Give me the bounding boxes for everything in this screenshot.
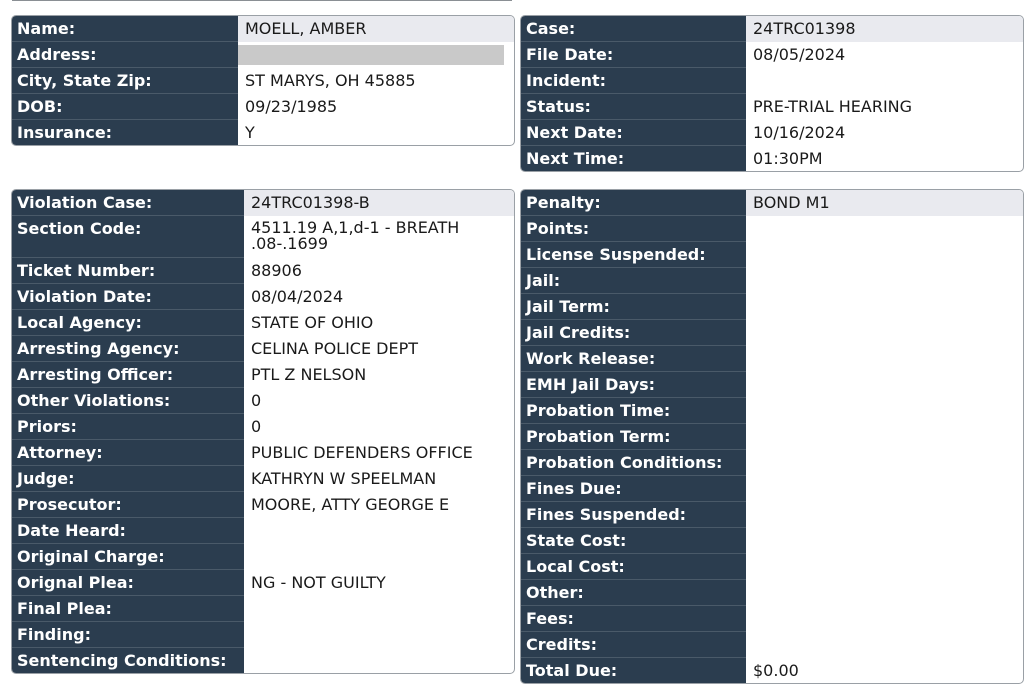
file-date-label: File Date: bbox=[521, 42, 746, 68]
other-violations-value: 0 bbox=[251, 391, 262, 410]
file-date-row bbox=[521, 42, 1023, 68]
next-time-label: Next Time: bbox=[521, 146, 746, 171]
section-code-value: 4511.19 A,1,d-1 - BREATH .08-.1699 bbox=[251, 218, 460, 253]
sentencing-conditions-label: Sentencing Conditions: bbox=[12, 648, 244, 673]
original-plea-row bbox=[12, 570, 514, 596]
probation-term-row bbox=[521, 424, 1023, 450]
penalty-panel bbox=[520, 189, 1024, 684]
city-state-zip-value: ST MARYS, OH 45885 bbox=[245, 71, 416, 90]
city-state-zip-row bbox=[12, 68, 514, 94]
local-cost-value bbox=[746, 554, 1023, 580]
violation-panel bbox=[11, 189, 515, 674]
penalty-value: BOND M1 bbox=[746, 190, 1023, 216]
address-row bbox=[12, 42, 514, 68]
jail-term-label: Jail Term: bbox=[521, 294, 746, 320]
work-release-label: Work Release: bbox=[521, 346, 746, 372]
case-info-panel bbox=[520, 15, 1024, 172]
priors-value: 0 bbox=[251, 417, 262, 436]
attorney-value: PUBLIC DEFENDERS OFFICE bbox=[251, 443, 473, 462]
jail-term-row bbox=[521, 294, 1023, 320]
violation-case-value: 24TRC01398-B bbox=[244, 190, 514, 216]
work-release-value bbox=[746, 346, 1023, 372]
points-value bbox=[746, 216, 1023, 242]
date-heard-label: Date Heard: bbox=[12, 518, 244, 544]
total-due-value: $0.00 bbox=[753, 661, 799, 680]
judge-row bbox=[12, 466, 514, 492]
jail-credits-row bbox=[521, 320, 1023, 346]
ticket-number-row bbox=[12, 258, 514, 284]
insurance-label: Insurance: bbox=[12, 120, 238, 145]
insurance-row bbox=[12, 120, 514, 145]
priors-label: Priors: bbox=[12, 414, 244, 440]
sentencing-conditions-row bbox=[12, 648, 514, 673]
probation-conditions-row bbox=[521, 450, 1023, 476]
attorney-label: Attorney: bbox=[12, 440, 244, 466]
insurance-value: Y bbox=[245, 123, 255, 142]
next-date-value: 10/16/2024 bbox=[753, 123, 846, 142]
name-value: MOELL, AMBER bbox=[238, 16, 514, 42]
city-state-zip-label: City, State Zip: bbox=[12, 68, 238, 94]
total-due-label: Total Due: bbox=[521, 658, 746, 683]
case-value: 24TRC01398 bbox=[746, 16, 1023, 42]
probation-time-label: Probation Time: bbox=[521, 398, 746, 424]
jail-label: Jail: bbox=[521, 268, 746, 294]
next-time-value: 01:30PM bbox=[753, 149, 823, 168]
arresting-agency-label: Arresting Agency: bbox=[12, 336, 244, 362]
other-label: Other: bbox=[521, 580, 746, 606]
arresting-agency-row bbox=[12, 336, 514, 362]
probation-term-label: Probation Term: bbox=[521, 424, 746, 450]
next-time-row bbox=[521, 146, 1023, 171]
section-code-label: Section Code: bbox=[12, 216, 244, 258]
sentencing-conditions-value bbox=[244, 648, 514, 673]
penalty-label: Penalty: bbox=[521, 190, 746, 216]
finding-row bbox=[12, 622, 514, 648]
finding-value bbox=[244, 622, 514, 648]
finding-label: Finding: bbox=[12, 622, 244, 648]
local-cost-label: Local Cost: bbox=[521, 554, 746, 580]
points-row bbox=[521, 216, 1023, 242]
arresting-officer-label: Arresting Officer: bbox=[12, 362, 244, 388]
ticket-number-value: 88906 bbox=[251, 261, 302, 280]
name-row bbox=[12, 16, 514, 42]
emh-jail-days-value bbox=[746, 372, 1023, 398]
dob-row bbox=[12, 94, 514, 120]
local-agency-row bbox=[12, 310, 514, 336]
fees-row bbox=[521, 606, 1023, 632]
prosecutor-value: MOORE, ATTY GEORGE E bbox=[251, 495, 450, 514]
other-violations-row bbox=[12, 388, 514, 414]
emh-jail-days-row bbox=[521, 372, 1023, 398]
local-cost-row bbox=[521, 554, 1023, 580]
final-plea-label: Final Plea: bbox=[12, 596, 244, 622]
judge-label: Judge: bbox=[12, 466, 244, 492]
address-label: Address: bbox=[12, 42, 238, 68]
state-cost-value bbox=[746, 528, 1023, 554]
probation-time-row bbox=[521, 398, 1023, 424]
points-label: Points: bbox=[521, 216, 746, 242]
status-row bbox=[521, 94, 1023, 120]
credits-value bbox=[746, 632, 1023, 658]
penalty-row bbox=[521, 190, 1023, 216]
state-cost-row bbox=[521, 528, 1023, 554]
local-agency-label: Local Agency: bbox=[12, 310, 244, 336]
fines-due-label: Fines Due: bbox=[521, 476, 746, 502]
violation-date-row bbox=[12, 284, 514, 310]
probation-conditions-value bbox=[746, 450, 1023, 476]
jail-value bbox=[746, 268, 1023, 294]
status-label: Status: bbox=[521, 94, 746, 120]
local-agency-value: STATE OF OHIO bbox=[251, 313, 374, 332]
original-charge-value bbox=[244, 544, 514, 570]
prosecutor-row bbox=[12, 492, 514, 518]
violation-date-label: Violation Date: bbox=[12, 284, 244, 310]
jail-credits-label: Jail Credits: bbox=[521, 320, 746, 346]
prosecutor-label: Prosecutor: bbox=[12, 492, 244, 518]
fines-suspended-value bbox=[746, 502, 1023, 528]
jail-term-value bbox=[746, 294, 1023, 320]
attorney-row bbox=[12, 440, 514, 466]
probation-conditions-label: Probation Conditions: bbox=[521, 450, 746, 476]
violation-date-value: 08/04/2024 bbox=[251, 287, 344, 306]
violation-case-row bbox=[12, 190, 514, 216]
other-row bbox=[521, 580, 1023, 606]
total-due-row bbox=[521, 658, 1023, 683]
personal-info-panel bbox=[11, 15, 515, 146]
address-redaction bbox=[238, 45, 504, 65]
other-value bbox=[746, 580, 1023, 606]
original-charge-label: Original Charge: bbox=[12, 544, 244, 570]
emh-jail-days-label: EMH Jail Days: bbox=[521, 372, 746, 398]
original-plea-label: Orignal Plea: bbox=[12, 570, 244, 596]
fees-value bbox=[746, 606, 1023, 632]
status-value: PRE-TRIAL HEARING bbox=[753, 97, 913, 116]
section-code-row bbox=[12, 216, 514, 258]
date-heard-value bbox=[244, 518, 514, 544]
license-suspended-label: License Suspended: bbox=[521, 242, 746, 268]
ticket-number-label: Ticket Number: bbox=[12, 258, 244, 284]
work-release-row bbox=[521, 346, 1023, 372]
case-row bbox=[521, 16, 1023, 42]
other-violations-label: Other Violations: bbox=[12, 388, 244, 414]
jail-credits-value bbox=[746, 320, 1023, 346]
judge-value: KATHRYN W SPEELMAN bbox=[251, 469, 437, 488]
top-divider bbox=[12, 0, 512, 1]
fines-suspended-label: Fines Suspended: bbox=[521, 502, 746, 528]
credits-label: Credits: bbox=[521, 632, 746, 658]
jail-row bbox=[521, 268, 1023, 294]
dob-value: 09/23/1985 bbox=[245, 97, 338, 116]
license-suspended-row bbox=[521, 242, 1023, 268]
dob-label: DOB: bbox=[12, 94, 238, 120]
final-plea-value bbox=[244, 596, 514, 622]
next-date-label: Next Date: bbox=[521, 120, 746, 146]
date-heard-row bbox=[12, 518, 514, 544]
incident-row bbox=[521, 68, 1023, 94]
fees-label: Fees: bbox=[521, 606, 746, 632]
license-suspended-value bbox=[746, 242, 1023, 268]
original-plea-value: NG - NOT GUILTY bbox=[251, 573, 386, 592]
fines-due-value bbox=[746, 476, 1023, 502]
arresting-officer-row bbox=[12, 362, 514, 388]
original-charge-row bbox=[12, 544, 514, 570]
case-label: Case: bbox=[521, 16, 746, 42]
probation-time-value bbox=[746, 398, 1023, 424]
next-date-row bbox=[521, 120, 1023, 146]
arresting-officer-value: PTL Z NELSON bbox=[251, 365, 367, 384]
fines-due-row bbox=[521, 476, 1023, 502]
file-date-value: 08/05/2024 bbox=[753, 45, 846, 64]
incident-label: Incident: bbox=[521, 68, 746, 94]
priors-row bbox=[12, 414, 514, 440]
credits-row bbox=[521, 632, 1023, 658]
address-value bbox=[238, 42, 514, 68]
name-label: Name: bbox=[12, 16, 238, 42]
violation-case-label: Violation Case: bbox=[12, 190, 244, 216]
incident-value bbox=[746, 68, 1023, 94]
fines-suspended-row bbox=[521, 502, 1023, 528]
arresting-agency-value: CELINA POLICE DEPT bbox=[251, 339, 419, 358]
probation-term-value bbox=[746, 424, 1023, 450]
state-cost-label: State Cost: bbox=[521, 528, 746, 554]
final-plea-row bbox=[12, 596, 514, 622]
